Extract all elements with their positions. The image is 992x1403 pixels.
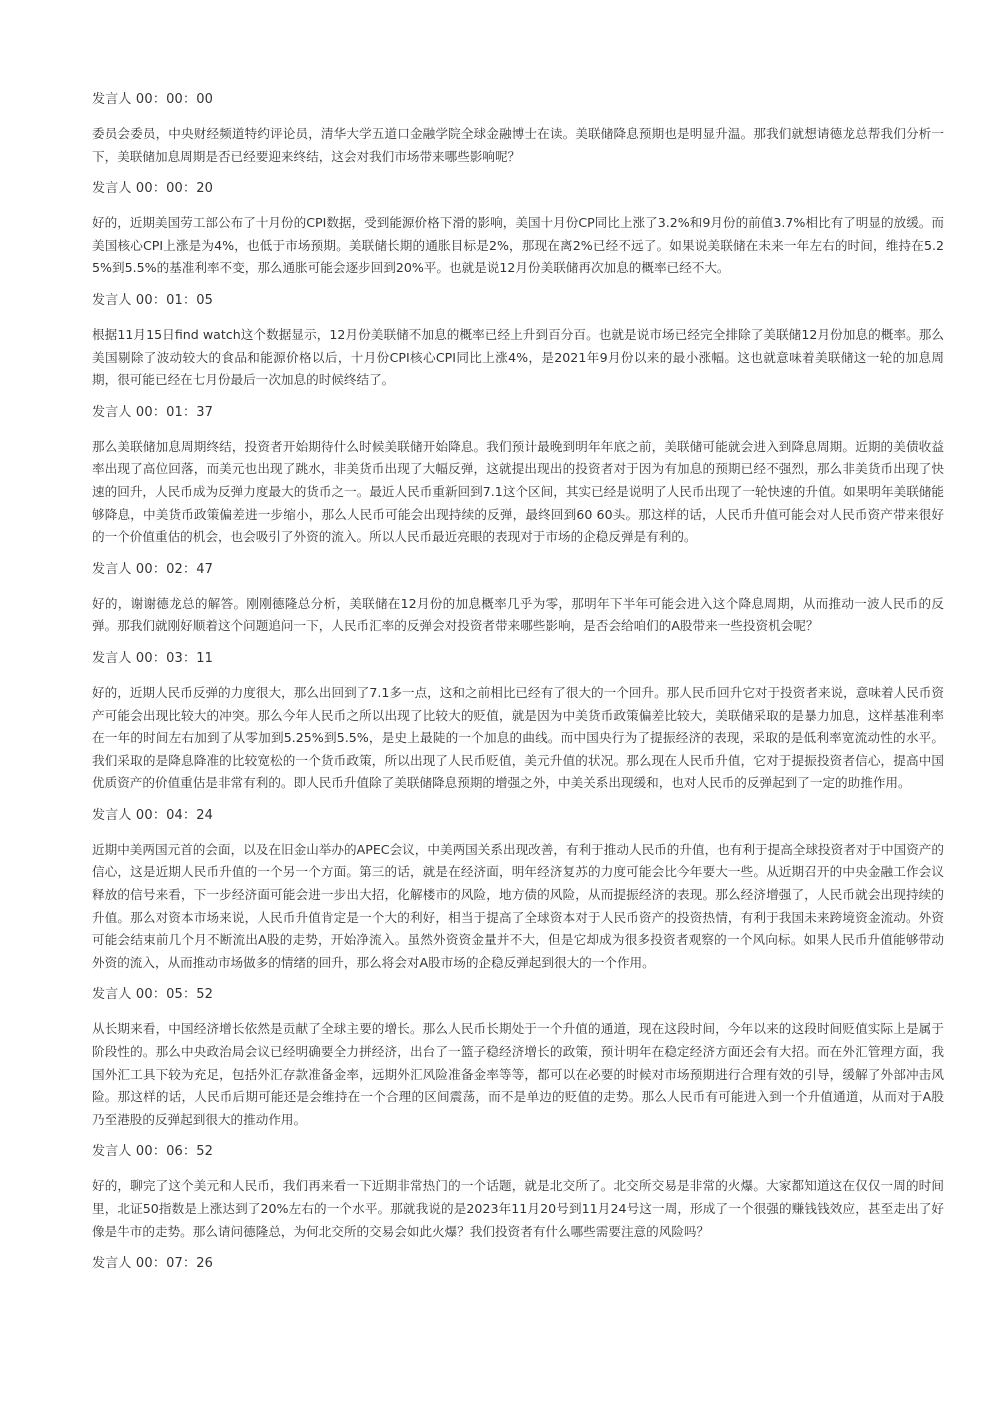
speaker-timestamp: 发言人 00：00：20 [92, 181, 214, 197]
speaker-timestamp: 发言人 00：00：00 [92, 92, 214, 107]
segment-text: 那么美联储加息周期终结，投资者开始期待什么时候美联储开始降息。我们预计最晚到明年年底之前，美联储可能就会进入到降息周期。近期的美债收益率出现了高位回落，而美元也出现了跳水，非美货币出现了大幅反弹，这就提出现出的投资者对于因为有加息的预期已经不强烈，那么非美货币出现了快速的回升，人民币成为反弹力度最大的货币之一。最近人民币重新回到7.1这个区间，其实已经是说明了人民币出现了一轮快速的升值。如果明年美联储能够降息，中美货币政策偏差进一步缩小，那么人民币可能会出现持续的反弹，最终回到60 60头。那这样的话，人民币升值可能会对人民币资产带来很好的一个价值重估的机会，也会吸引了外资的流入。所以人民币最近亮眼的表现对于市场的企稳反弹是有利的。 [92, 438, 944, 545]
segment-text: 从长期来看，中国经济增长依然是贡献了全球主要的增长。那么人民币长期处于一个升值的通道，现在这段时间，今年以来的这段时间贬值实际上是属于阶段性的。那么中央政治局会议已经明确要全力拼经济，出台了一篮子稳经济增长的政策，预计明年在稳定经济方面还会有大招。而在外汇管理方面，我国外汇工具下较为充足，包括外汇存款准备金率，远期外汇风险准备金率等等，都可以在必要的时候对市场预期进行合理有效的引导，缓解了外部冲击风险。那这样的话，人民币后期可能还是会维持在一个合理的区间震荡，而不是单边的贬值的走势。那么人民币有可能进入到一个升值通道，从而对于A股乃至港股的反弹起到很大的推动作用。 [92, 1021, 944, 1127]
transcript-segment [92, 560, 944, 638]
segment-text: 好的，聊完了这个美元和人民币，我们再来看一下近期非常热门的一个话题，就是北交所了。北交所交易是非常的火爆。大家都知道这在仅仅一周的时间里，北证50指数是上涨达到了20%左右的一个水平。那就我说的是2023年11月20号到11月24号这一周，形成了一个很强的赚钱钱效应，甚至走出了好像是牛市的走势。那么请问德隆总，为何北交所的交易会如此火爆？我们投资者有什么哪些需要注意的风险吗？ [92, 1178, 944, 1239]
transcript-segment [92, 1254, 944, 1274]
transcript-document [92, 90, 944, 1287]
segment-text: 根据11月15日find watch这个数据显示，12月份美联储不加息的概率已经上升到百分百。也就是说市场已经完全排除了美联储12月份加息的概率。那么美国剔除了波动较大的食品和能源价格以后，十月份CPI核心CPI同比上涨4%，是2021年9月份以来的最小涨幅。这也就意味着美联储这一轮的加息周期，很可能已经在七月份最后一次加息的时候终结了。 [92, 326, 944, 388]
speaker-timestamp: 发言人 00：02：47 [92, 561, 214, 577]
transcript-segment [92, 985, 944, 1131]
segment-text: 委员会委员，中央财经频道特约评论员，清华大学五道口金融学院全球金融博士在读。美联储降息预期也是明显升温。那我们就想请德龙总帮我们分析一下，美联储加息周期是否已经要迎来终结，这会对我们市场带来哪些影响呢？ [92, 126, 944, 164]
segment-text: 近期中美两国元首的会面，以及在旧金山举办的APEC会议，中美两国关系出现改善，有利于推动人民币的升值，也有利于提高全球投资者对于中国资产的信心，这是近期人民币升值的一个另一个方面。第三的话，就是在经济面，明年经济复苏的力度可能会比今年要大一些。从近期召开的中央金融工作会议释放的信号来看，下一步经济面可能会进一步出大招，化解楼市的风险，地方债的风险，从而提振经济的表现。那么经济增强了，人民币就会出现持续的升值。那么对资本市场来说，人民币升值肯定是一个大的利好，相当于提高了全球资本对于人民币资产的投资热情，有利于我国未来跨境资金流动。外资可能会结束前几个月不断流出A股的走势，开始净流入。虽然外资资金量并不大，但是它却成为很多投资者观察的一个风向标。如果人民币升值能够带动外资的流入，从而推动市场做多的情绪的回升，那么将会对A股市场的企稳反弹起到很大的一个作用。 [92, 841, 944, 970]
speaker-timestamp: 发言人 00：01：05 [92, 292, 214, 308]
transcript-segment [92, 806, 944, 975]
speaker-timestamp: 发言人 00：05：52 [92, 987, 214, 1003]
segment-text: 好的，近期美国劳工部公布了十月份的CPI数据，受到能源价格下滑的影响，美国十月份CP同比上涨了3.2%和9月份的前值3.7%相比有了明显的放缓。而美国核心CPI上涨是为4%，也低于市场预期。美联储长期的通胀目标是2%，那现在离2%已经不远了。如果说美联储在未来一年左右的时间，维持在5.25%到5.5%的基准利率不变，那么通胀可能会逐步回到20%平。也就是说12月份美联储再次加息的概率已经不大。 [92, 215, 944, 276]
speaker-timestamp: 发言人 00：01：37 [92, 404, 214, 420]
speaker-timestamp: 发言人 00：03：11 [92, 650, 214, 666]
transcript-segment [92, 291, 944, 392]
speaker-timestamp: 发言人 00：06：52 [92, 1144, 214, 1160]
segment-text: 好的，谢谢德龙总的解答。刚刚德隆总分析，美联储在12月份的加息概率几乎为零，那明年下半年可能会进入这个降息周期，从而推动一波人民币的反弹。那我们就刚好顺着这个问题追问一下，人民币汇率的反弹会对投资者带来哪些影响，是否会给咱们的A股带来一些投资机会呢？ [92, 595, 944, 634]
speaker-timestamp: 发言人 00：04：24 [92, 807, 214, 823]
transcript-segment [92, 90, 944, 168]
speaker-timestamp: 发言人 00：07：26 [92, 1256, 214, 1272]
transcript-segment [92, 403, 944, 549]
transcript-segment [92, 649, 944, 795]
transcript-segment [92, 179, 944, 280]
transcript-segment [92, 1142, 944, 1243]
segment-text: 好的，近期人民币反弹的力度很大，那么出回到了7.1多一点，这和之前相比已经有了很大的一个回升。那人民币回升它对于投资者来说，意味着人民币资产可能会出现比较大的冲突。那么今年人民币之所以出现了比较大的贬值，就是因为中美货币政策偏差比较大，美联储采取的是暴力加息，这样基准利率在一年的时间左右加到了从零加到5.25%到5.5%，是史上最陡的一个加息的曲线。而中国央行为了提振经济的表现，采取的是低利率宽流动性的水平。我们采取的是降息降准的比较宽松的一个货币政策，所以出现了人民币贬值，美元升值的状况。那么现在人民币升值，它对于提振投资者信心，提高中国优质资产的价值重估是非常有利的。即人民币升值除了美联储降息预期的增强之外，中美关系出现缓和，也对人民币的反弹起到了一定的助推作用。 [92, 684, 944, 791]
